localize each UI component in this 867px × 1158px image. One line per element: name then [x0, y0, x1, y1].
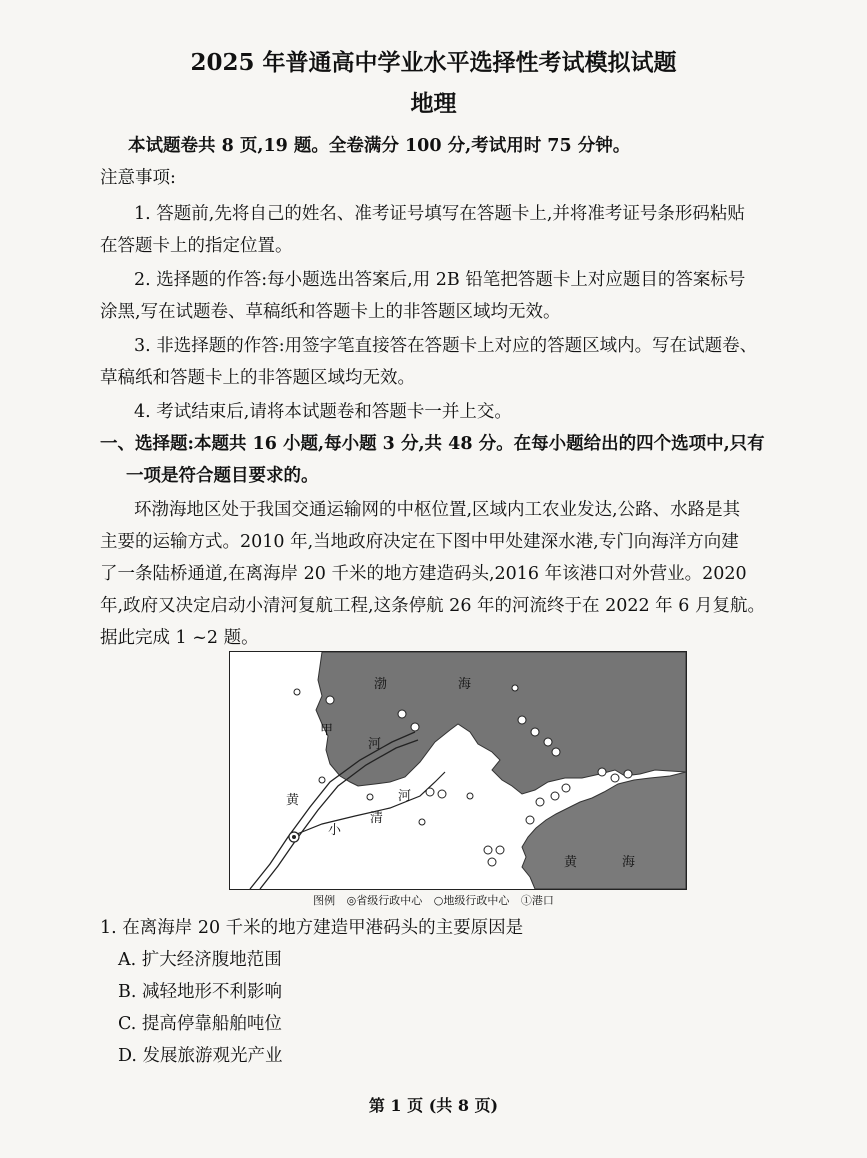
yellow-sea — [522, 772, 686, 889]
notice-3-line-2: 草稿纸和答题卡上的非答题区域均无效。 — [100, 368, 415, 388]
passage-line-4: 年,政府又决定启动小清河复航工程,这条停航 26 年的河流终于在 2022 年 6 月复航。 — [100, 596, 765, 616]
prefectural-marker — [367, 794, 373, 800]
notice-3-line-1: 3. 非选择题的作答:用签字笔直接答在答题卡上对应的答题区域内。写在试题卷、 — [134, 336, 758, 356]
notice-4: 4. 考试结束后,请将本试题卷和答题卡一并上交。 — [134, 402, 512, 422]
provincial-capital-dot — [292, 835, 296, 839]
section-heading-line-2: 一项是符合题目要求的。 — [126, 466, 319, 486]
port-marker — [526, 816, 534, 824]
prefectural-marker — [319, 777, 325, 783]
port-marker — [544, 738, 552, 746]
prefectural-marker — [419, 819, 425, 825]
notice-2-line-2: 涂黑,写在试题卷、草稿纸和答题卡上的非答题区域均无效。 — [100, 302, 561, 322]
label-jia: 甲 — [320, 723, 334, 738]
port-marker — [496, 846, 504, 854]
port-marker — [484, 846, 492, 854]
label-huanghai-2: 海 — [622, 855, 636, 870]
exam-title: 2025 年普通高中学业水平选择性考试模拟试题 — [190, 49, 677, 76]
port-marker — [488, 858, 496, 866]
label-xiao: 小 — [328, 823, 342, 838]
label-huanghai-1: 黄 — [564, 855, 578, 870]
question-1-option-b: B. 减轻地形不利影响 — [118, 982, 282, 1002]
label-he-lower: 河 — [398, 789, 412, 804]
port-marker — [518, 716, 526, 724]
label-bohai-2: 海 — [458, 677, 472, 692]
label-huang: 黄 — [286, 793, 300, 808]
passage-line-5: 据此完成 1 ~2 题。 — [100, 628, 259, 648]
notice-heading: 注意事项: — [100, 168, 176, 188]
port-marker — [562, 784, 570, 792]
port-marker — [624, 770, 632, 778]
map-legend — [0, 892, 867, 908]
notice-2-line-1: 2. 选择题的作答:每小题选出答案后,用 2B 铅笔把答题卡上对应题目的答案标号 — [134, 270, 746, 290]
question-1-option-c: C. 提高停靠船舶吨位 — [118, 1014, 282, 1034]
question-1-stem: 1. 在离海岸 20 千米的地方建造甲港码头的主要原因是 — [100, 918, 524, 938]
label-he-upper: 河 — [368, 737, 382, 752]
prefectural-marker — [294, 689, 300, 695]
question-1-option-a: A. 扩大经济腹地范围 — [118, 950, 282, 970]
port-marker — [426, 788, 434, 796]
regional-map — [229, 651, 687, 890]
port-marker — [536, 798, 544, 806]
notice-1-line-2: 在答题卡上的指定位置。 — [100, 236, 293, 256]
legend-title: 图例 — [313, 894, 336, 907]
port-marker — [531, 728, 539, 736]
page-number: 第 1 页 (共 8 页) — [368, 1096, 499, 1115]
label-qing: 清 — [370, 811, 384, 826]
passage-line-3: 了一条陆桥通道,在离海岸 20 千米的地方建造码头,2016 年该港口对外营业。2020 — [100, 564, 747, 584]
section-heading-line-1: 一、选择题:本题共 16 小题,每小题 3 分,共 48 分。在每小题给出的四个选项中,只有 — [100, 434, 765, 454]
subject-title: 地理 — [410, 90, 457, 117]
port-marker — [598, 768, 606, 776]
prefectural-marker — [467, 793, 473, 799]
port-marker — [551, 792, 559, 800]
map-svg — [230, 652, 686, 889]
legend-port: ①港口 — [520, 894, 554, 907]
port-marker — [611, 774, 619, 782]
passage-line-1: 环渤海地区处于我国交通运输网的中枢位置,区域内工农业发达,公路、水路是其 — [134, 500, 741, 520]
notice-1-line-1: 1. 答题前,先将自己的姓名、准考证号填写在答题卡上,并将准考证号条形码粘贴 — [134, 204, 745, 224]
port-marker — [411, 723, 419, 731]
port-marker — [398, 710, 406, 718]
legend-prefectural: ○地级行政中心 — [433, 894, 510, 907]
passage-line-2: 主要的运输方式。2010 年,当地政府决定在下图中甲处建深水港,专门向海洋方向建 — [100, 532, 739, 552]
legend-provincial: ◎省级行政中心 — [346, 894, 423, 907]
port-marker — [552, 748, 560, 756]
question-1-option-d: D. 发展旅游观光产业 — [118, 1046, 283, 1066]
label-bohai-1: 渤 — [374, 677, 388, 692]
port-marker — [326, 696, 334, 704]
port-marker — [438, 790, 446, 798]
prefectural-marker — [512, 685, 518, 691]
exam-summary: 本试题卷共 8 页,19 题。全卷满分 100 分,考试用时 75 分钟。 — [128, 136, 631, 156]
